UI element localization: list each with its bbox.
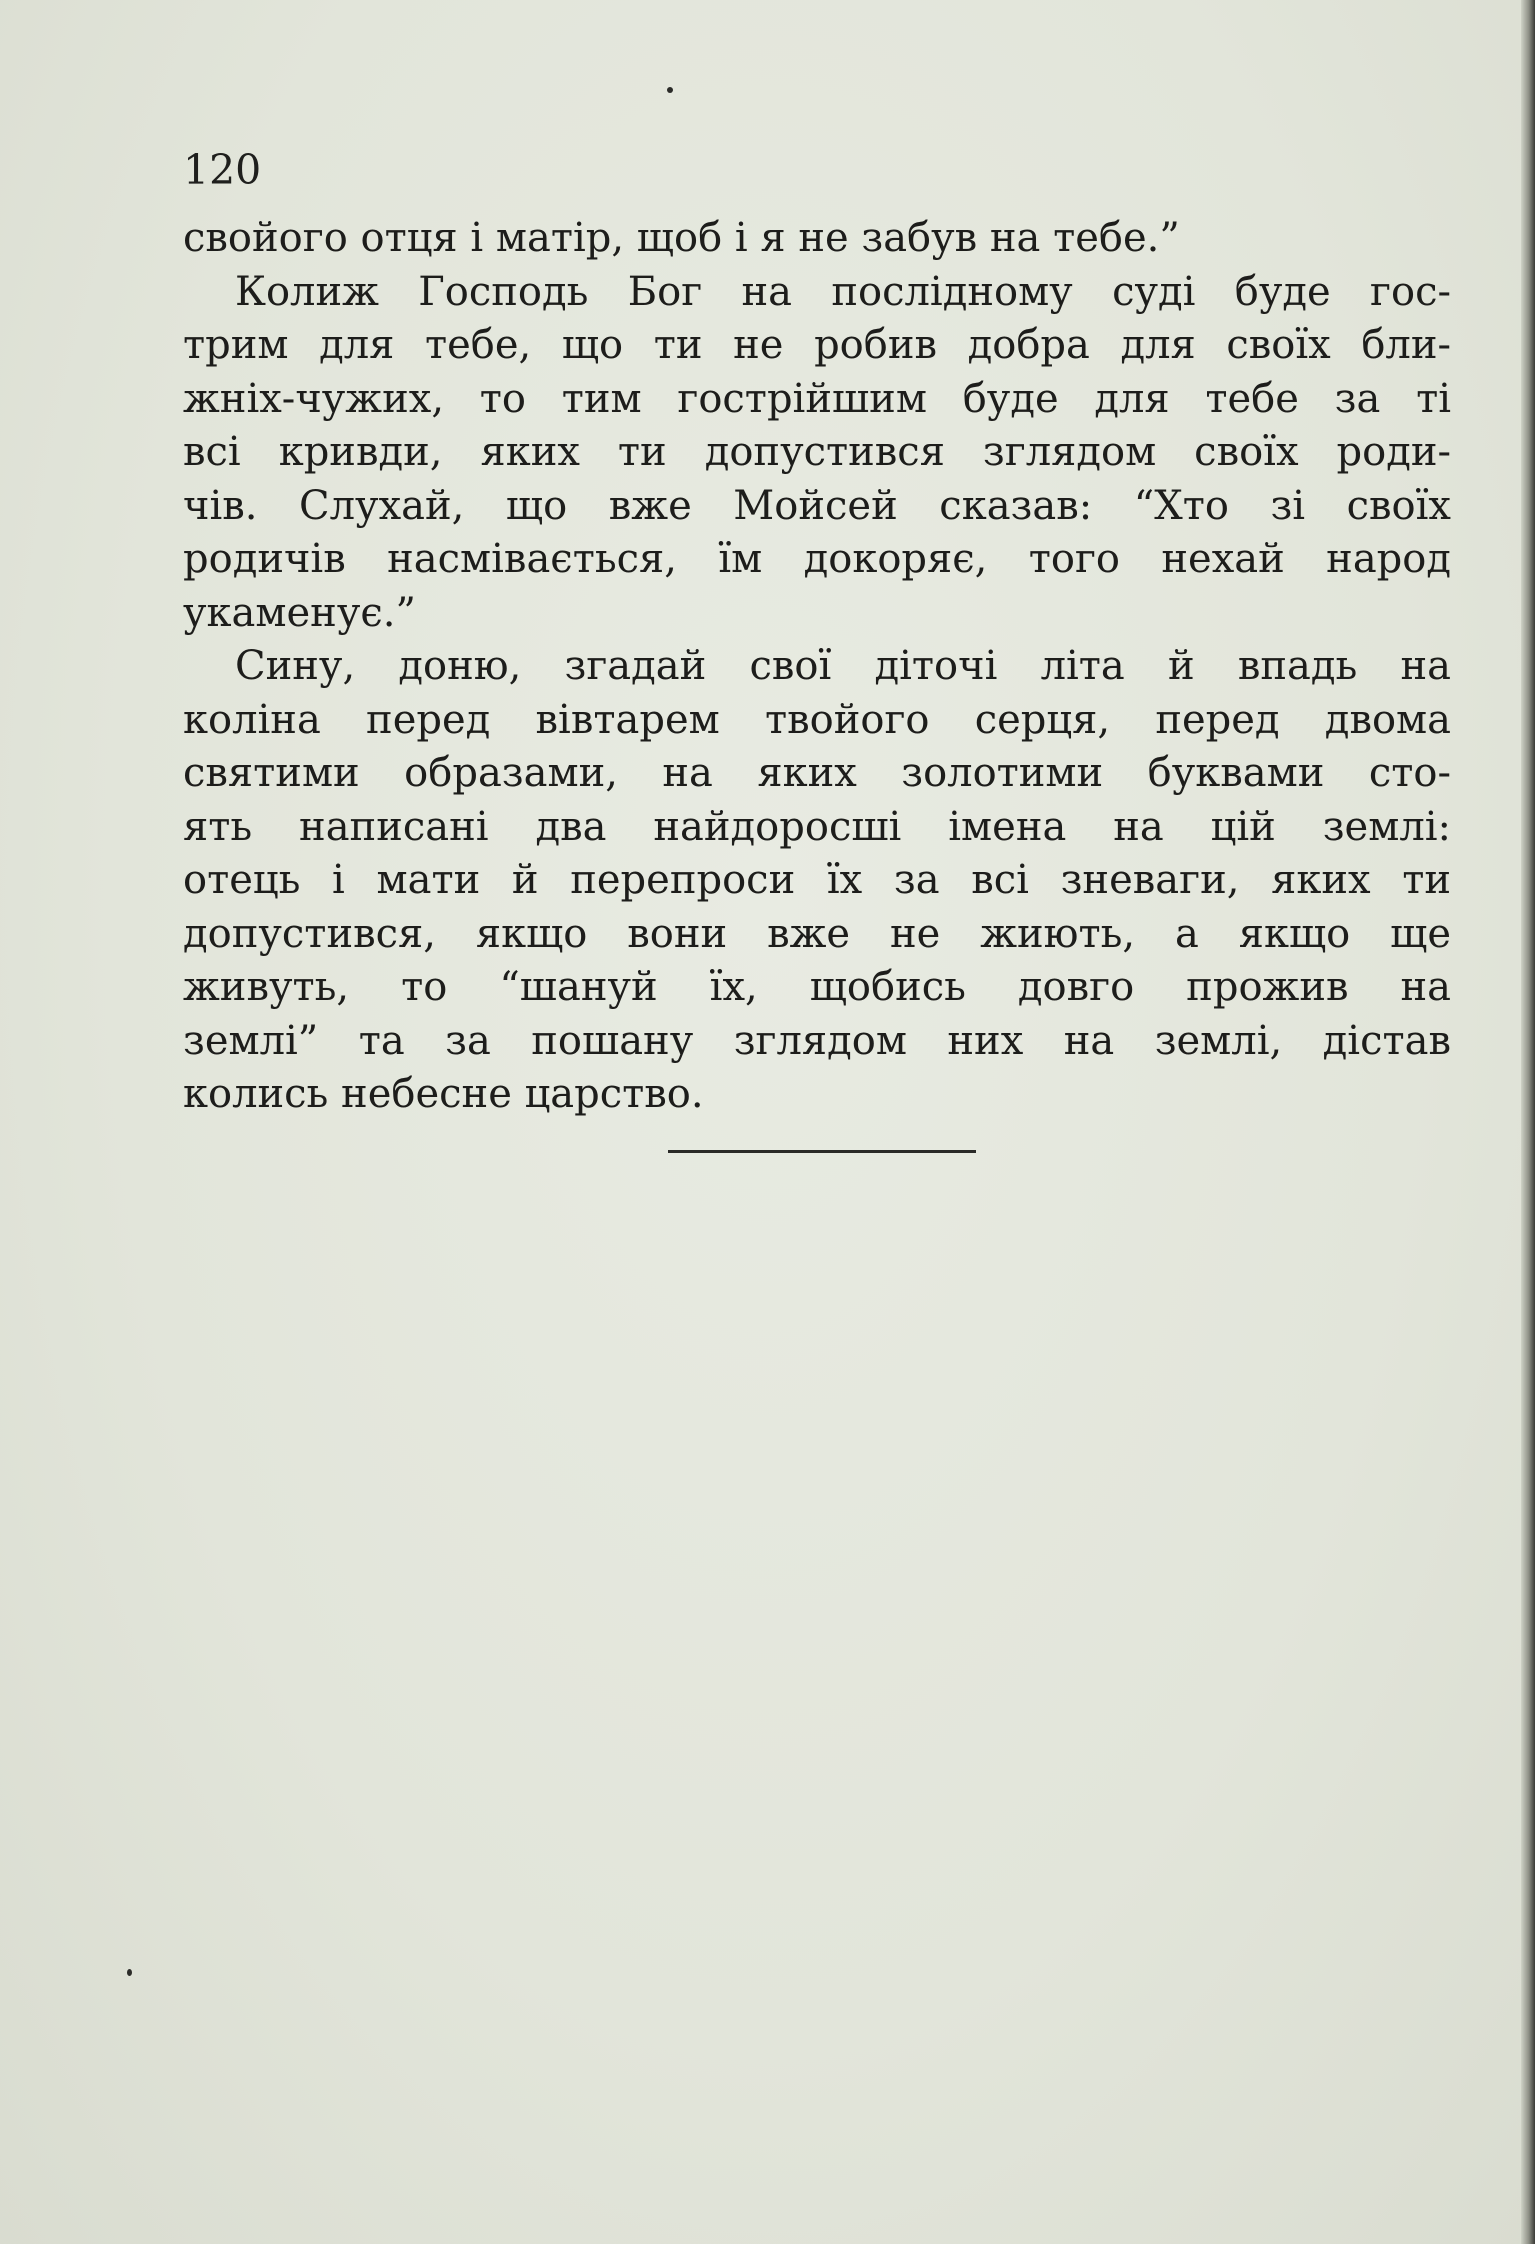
section-divider: [668, 1150, 976, 1153]
text-line: коліна перед вівтарем твойого серця, перед двома: [183, 696, 1451, 743]
text-line: трим для тебе, що ти не робив добра для своїх бли-: [183, 322, 1451, 368]
text-line: святими образами, на яких золотими буквами сто-: [183, 750, 1451, 796]
text-line: отець і мати й перепроси їх за всі зневаги, яких ти: [183, 857, 1451, 903]
text-line: всі кривди, яких ти допустився зглядом своїх роди-: [183, 429, 1451, 475]
ink-speck-top: [667, 87, 673, 93]
page-edge-shadow: [1521, 0, 1535, 2244]
text-line: свойого отця і матір, щоб і я не забув на тебе.”: [183, 215, 1180, 261]
text-line: чів. Слухай, що вже Мойсей сказав: “Хто зі своїх: [183, 482, 1451, 529]
body-text: [183, 212, 1451, 1122]
text-line: ять написані два найдоросші імена на цій землі:: [183, 803, 1451, 850]
text-line: колись небесне царство.: [183, 1071, 704, 1117]
text-line: живуть, то “шануй їх, щобись довго прожив на: [183, 964, 1451, 1010]
text-line: жніх-чужих, то тим гострійшим буде для тебе за ті: [183, 375, 1451, 422]
text-line: землі” та за пошану зглядом них на землі, дістав: [183, 1017, 1451, 1064]
ink-speck-left: [127, 1969, 132, 1976]
text-line: Колиж Господь Бог на послідному суді буде гос-: [235, 268, 1451, 315]
text-line: родичів насмівається, їм докоряє, того нехай народ: [183, 536, 1451, 582]
text-line: Сину, доню, згадай свої діточі літа й впадь на: [235, 643, 1451, 689]
text-line: укаменує.”: [183, 589, 416, 636]
page-number: 120: [183, 146, 262, 194]
text-line: допустився, якщо вони вже не жиють, а якщо ще: [183, 910, 1451, 957]
